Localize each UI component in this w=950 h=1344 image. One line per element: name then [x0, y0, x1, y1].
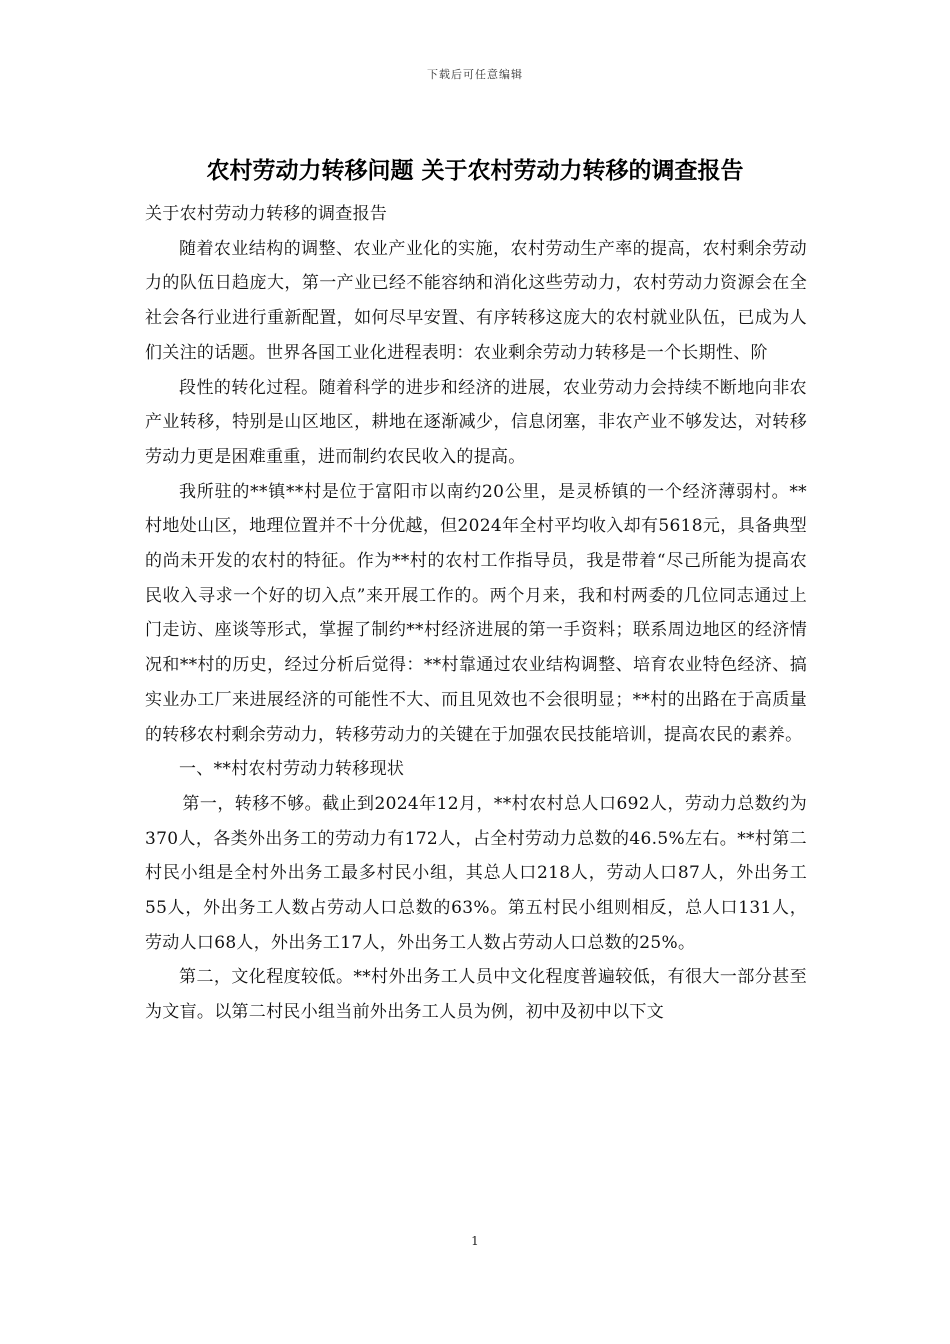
paragraph-second-point: 第二，文化程度较低。**村外出务工人员中文化程度普遍较低，有很大一部分甚至为文盲。以第二村民小组当前外出务工人员为例，初中及初中以下文 — [145, 967, 807, 1023]
paragraph-transition: 段性的转化过程。随着科学的进步和经济的进展，农业劳动力会持续不断地向非农产业转移，特别是山区地区，耕地在逐渐减少，信息闭塞，非农产业不够发达，对转移劳动力更是困难重重，进而制约农民收入的提高。 — [145, 377, 807, 467]
document-title: 农村劳动力转移问题 关于农村劳动力转移的调查报告 — [206, 158, 744, 184]
document-body — [145, 197, 807, 1030]
section-heading-status: 一、**村农村劳动力转移现状 — [179, 759, 405, 780]
header-note: 下载后可任意编辑 — [427, 68, 523, 81]
page-number: 1 — [471, 1234, 479, 1248]
paragraph-first-point: 第一，转移不够。截止到2024年12月，**村农村总人口692人，劳动力总数约为370人，各类外出务工的劳动力有172人，占全村劳动力总数的46.5%左右。**村第二村民小组是全村外出务工最多村民小组，其总人口218人，劳动人口87人，外出务工55人，外出务工人数占劳动人口总数的63%。第五村民小组则相反，总人口131人，劳动人口68人，外出务工17人，外出务工人数占劳动人口总数的25%。 — [145, 793, 807, 953]
paragraph-village-background: 我所驻的**镇**村是位于富阳市以南约20公里，是灵桥镇的一个经济薄弱村。**村地处山区，地理位置并不十分优越，但2024年全村平均收入却有5618元，具备典型的尚未开发的农村的特征。作为**村的农村工作指导员，我是带着“尽己所能为提高农民收入寻求一个好的切入点”来开展工作的。两个月来，我和村两委的几位同志通过上门走访、座谈等形式，掌握了制约**村经济进展的第一手资料；联系周边地区的经济情况和**村的历史，经过分析后觉得：**村靠通过农业结构调整、培育农业特色经济、搞实业办工厂来进展经济的可能性不大、而且见效也不会很明显；**村的出路在于高质量的转移农村剩余劳动力，转移劳动力的关键在于加强农民技能培训，提高农民的素养。 — [145, 481, 807, 745]
document-subtitle: 关于农村劳动力转移的调查报告 — [145, 204, 388, 224]
paragraph-intro: 随着农业结构的调整、农业产业化的实施，农村劳动生产率的提高，农村剩余劳动力的队伍日趋庞大，第一产业已经不能容纳和消化这些劳动力，农村劳动力资源会在全社会各行业进行重新配置，如何尽早安置、有序转移这庞大的农村就业队伍，已成为人们关注的话题。世界各国工业化进程表明：农业剩余劳动力转移是一个长期性、阶 — [145, 238, 807, 363]
